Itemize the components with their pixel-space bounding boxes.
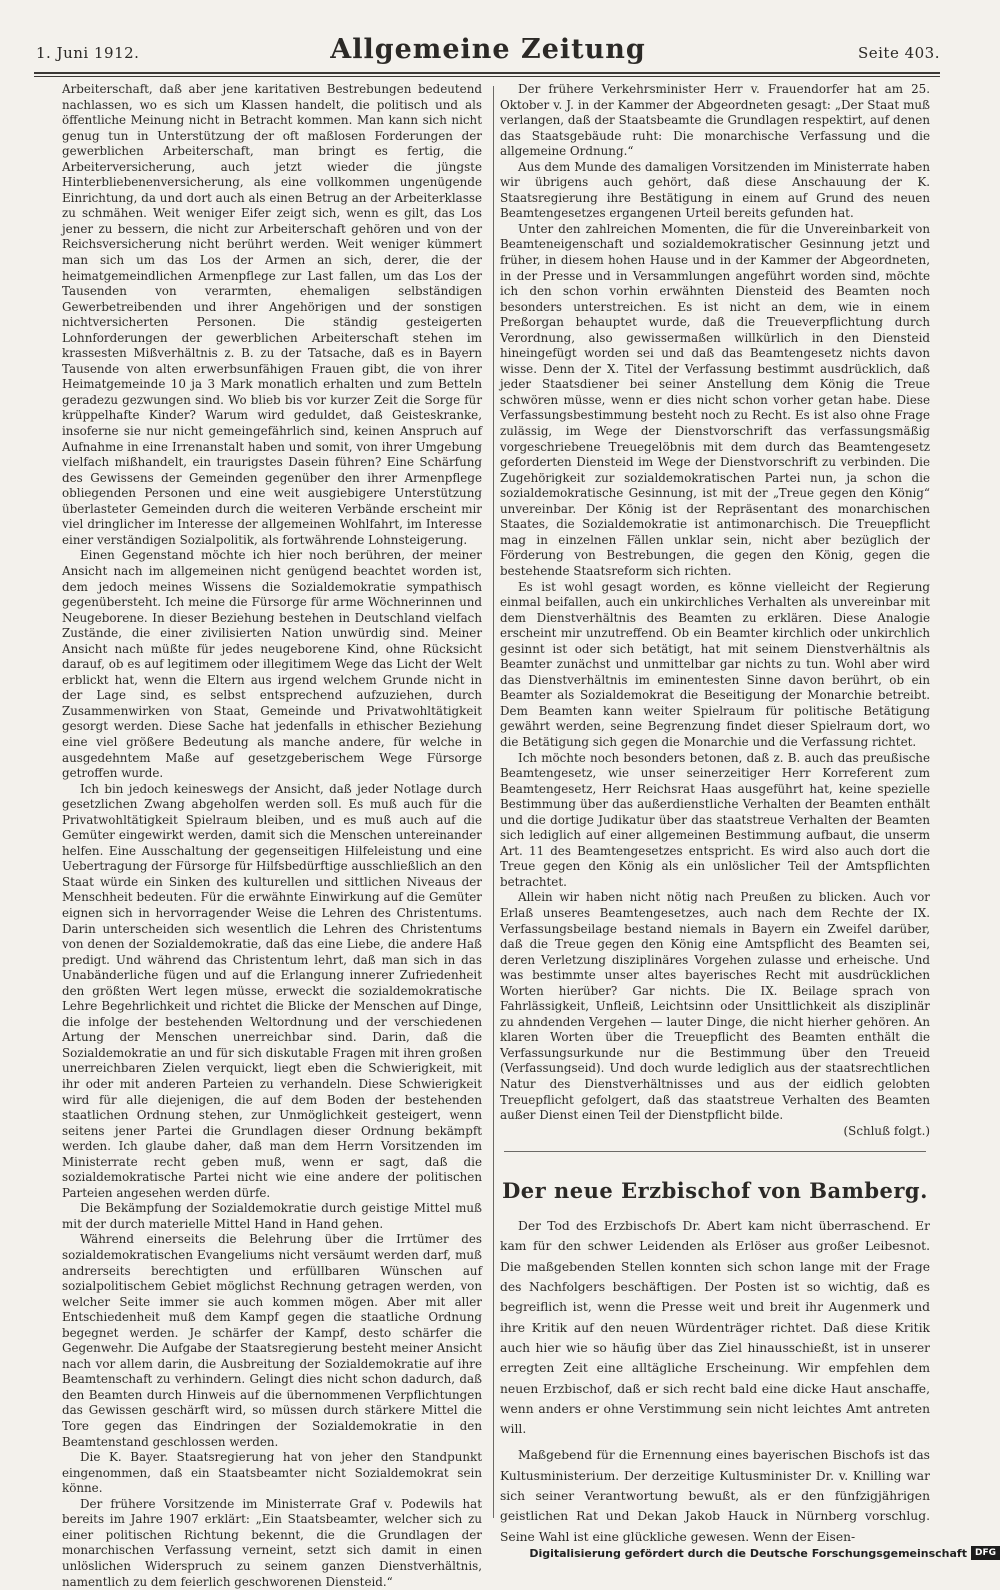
header-rule xyxy=(34,72,940,74)
paragraph: Der frühere Verkehrsminister Herr v. Frauendorfer hat am 25. Oktober v. J. in der Kammer der Abgeordneten gesagt: „Der Staat muß verlangen, daß der Staatsbeamte die Grundlagen respektirt, auf denen das Staatsgebäude ruht: Die monarchische Verfassung und die allgemeine Ordnung.“ xyxy=(500,82,930,159)
paragraph: Ich bin jedoch keineswegs der Ansicht, daß jeder Notlage durch gesetzlichen Zwang abgeholfen werden soll. Es muß auch für die Privatwohltätigkeit Spielraum bleiben, und es muß auch auf die Gemüter eingewirkt werden, damit sich die Menschen untereinander helfen. Eine Ausschaltung der gegenseitigen Hilfeleistung und eine Uebertragung der Fürsorge für Hilfsbedürftige ausschließlich an den Staat würde ein Sinken des kulturellen und sittlichen Niveaus der Menschheit bedeuten. Für die erwähnte Einwirkung auf die Gemüter eignen sich in hervorragender Weise die Lehren des Christentums. Darin unterscheiden sich wesentlich die Lehren des Christentums von denen der Sozialdemokratie, daß das eine Liebe, die andere Haß predigt. Und während das Christentum lehrt, daß man sich in das Unabänderliche fügen und auf die Erlangung innerer Zufriedenheit den größten Wert legen müsse, erweckt die sozialdemokratische Lehre Begehrlichkeit und richtet die Blicke der Menschen auf Dinge, die infolge der bestehenden Weltordnung und der verschiedenen Artung der Menschen unerreichbar sind. Darin, daß die Sozialdemokratie an und für sich diskutable Fragen mit ihren großen unerreichbaren Zielen verquickt, liegt eben die Schwierigkeit, mit ihr oder mit anderen Parteien zu verhandeln. Diese Schwierigkeit wird für alle diejenigen, die auf dem Boden der bestehenden staatlichen Ordnung stehen, zur Unmöglichkeit gesteigert, wenn seitens jener Partei die Grundlagen dieser Ordnung bekämpft werden. Ich glaube daher, daß man dem Herrn Vorsitzenden im Ministerrate recht geben muß, wenn er sagt, daß die sozialdemokratische Partei nicht wie eine andere der politischen Parteien angesehen werden dürfe. xyxy=(62,781,482,1200)
article-headline: Der neue Erzbischof von Bamberg. xyxy=(502,1178,928,1204)
paragraph: Unter den zahlreichen Momenten, die für die Unvereinbarkeit von Beamteneigenschaft und sozialdemokratischer Gesinnung jetzt und früher, in diesem hohen Hause und in der Kammer der Abgeordneten, in der Presse und in Versammlungen angeführt worden sind, möchte ich den schon vorhin erwähnten Diensteid des Beamten noch besonders unterstreichen. Es ist nicht an dem, wie in einem Preßorgan behauptet wurde, daß die Treueverpflichtung durch Verordnung, also gewissermaßen willkürlich in den Diensteid hineingefügt worden sei und daß das Beamtengesetz nichts davon wisse. Denn der X. Titel der Verfassung bestimmt ausdrücklich, daß jeder Staatsdiener bei seiner Anstellung dem König die Treue schwören müsse, wenn er dies nicht schon vorher getan habe. Diese Verfassungsbestimmung besteht noch zu Recht. Es ist also ohne Frage zulässig, im Wege der Dienstvorschrift das verfassungsmäßig vorgeschriebene Treuegelöbnis mit dem durch das Beamtengesetz geforderten Diensteid im Wege der Dienstvorschrift zu verbinden. Die Zugehörigkeit zur sozialdemokratischen Partei nun, ja schon die sozialdemokratische Gesinnung, ist mit der „Treue gegen den König“ unvereinbar. Der König ist der Repräsentant des monarchischen Staates, die Sozialdemokratie ist antimonarchisch. Die Treuepflicht mag in einzelnen Fällen unklar sein, nicht aber bezüglich der Förderung von Bestrebungen, die gegen den König, gegen die bestehende Staatsreform sich richten. xyxy=(500,221,930,578)
right-column xyxy=(500,82,930,1547)
paragraph: Ich möchte noch besonders betonen, daß z. B. auch das preußische Beamtengesetz, wie unser seinerzeitiger Herr Korreferent zum Beamtengesetz, Herr Reichsrat Haas ausgeführt hat, keine spezielle Bestimmung über das außerdienstliche Verhalten der Beamten enthält und die dortige Judikatur über das staatstreue Verhalten der Beamten sich lediglich auf einer allgemeinen Bestimmung aufbaut, die unserm Art. 11 des Beamtengesetzes entspricht. Es wird also auch dort die Treue gegen den König als ein unlöslicher Teil der Amtspflichten betrachtet. xyxy=(500,750,930,889)
paragraph: Aus dem Munde des damaligen Vorsitzenden im Ministerrate haben wir übrigens auch gehört, daß diese Anschauung der K. Staatsregierung ihre Bestätigung in einem auf Grund des neuen Beamtengesetzes ergangenen Urteil bereits gefunden hat. xyxy=(500,159,930,221)
column-divider xyxy=(493,86,494,1518)
to-be-continued: (Schluß folgt.) xyxy=(843,1123,930,1138)
left-column xyxy=(62,82,482,1590)
newspaper-title: Allgemeine Zeitung xyxy=(330,34,646,65)
paragraph: Während einerseits die Belehrung über die Irrtümer des sozialdemokratischen Evangeliums nicht versäumt werden darf, muß andrerseits berechtigten und erfüllbaren Wünschen auf sozialpolitischem Gebiet möglichst Rechnung getragen werden, von welcher Seite immer sie auch kommen mögen. Aber mit aller Entschiedenheit muß dem Kampf gegen die staatliche Ordnung begegnet werden. Je schärfer der Kampf, desto schärfer die Gegenwehr. Die Aufgabe der Staatsregierung besteht meiner Ansicht nach vor allem darin, die Ausbreitung der Sozialdemokratie auf ihre Beamtenschaft zu verhindern. Gelingt dies nicht schon dadurch, daß den Beamten durch Hinweis auf die übernommenen Verpflichtungen das Gewissen geschärft wird, so müssen durch stärkere Mittel die Tore gegen das Eindringen der Sozialdemokratie in den Beamtenstand geschlossen werden. xyxy=(62,1232,482,1449)
paragraph: Allein wir haben nicht nötig nach Preußen zu blicken. Auch vor Erlaß unseres Beamtengesetzes, auch nach dem Rechte der IX. Verfassungsbeilage bestand niemals in Bayern ein Zweifel darüber, daß die Treue gegen den König eine Amtspflicht des Beamten sei, deren Verletzung disziplinäres Vorgehen zulasse und erheische. Und was bestimmte unser altes bayerisches Recht mit ausdrücklichen Worten hierüber? Gar nichts. Die IX. Beilage sprach von Fahrlässigkeit, Unfleiß, Leichtsinn oder Unsittlichkeit als disziplinär zu ahndenden Vergehen — lauter Dinge, die nicht hierher gehören. An klaren Worten über die Treuepflicht des Beamten enthält die Verfassungsurkunde nur die Bestimmung über den Treueid (Verfassungseid). Und doch wurde lediglich aus der staatsrechtlichen Natur des Dienstverhältnisses und aus der eidlich gelobten Treuepflicht gefolgert, daß das staatstreue Verhalten des Beamten außer Dienst einen Teil der Dienstpflicht bilde. xyxy=(500,890,930,1123)
credit-text: Digitalisierung gefördert durch die Deutsche Forschungsgemeinschaft xyxy=(529,1546,967,1560)
paragraph: Der frühere Vorsitzende im Ministerrate Graf v. Podewils hat bereits im Jahre 1907 erklärt: „Ein Staatsbeamter, welcher sich zu einer politischen Richtung bekennt, die die Grundlagen der monarchischen Verfassung verneint, setzt sich damit in einen unlöslichen Widerspruch zu seinem ganzen Dienstverhältnis, namentlich zu dem feierlich geschworenen Diensteid.“ xyxy=(62,1496,482,1589)
header-rule-thin xyxy=(34,76,940,77)
paragraph: Die Bekämpfung der Sozialdemokratie durch geistige Mittel muß mit der durch materielle Mittel Hand in Hand gehen. xyxy=(62,1201,482,1231)
masthead xyxy=(36,36,940,72)
paragraph: Einen Gegenstand möchte ich hier noch berühren, der meiner Ansicht nach im allgemeinen nicht genügend beachtet worden ist, dem jedoch meines Wissens die Sozialdemokratie sympathisch gegenübersteht. Ich meine die Fürsorge für arme Wöchnerinnen und Neugeborene. In dieser Beziehung bestehen in Deutschland vielfach Zustände, die einer zivilisierten Nation unwürdig sind. Meiner Ansicht nach müßte für jedes neugeborene Kind, ohne Rücksicht darauf, ob es auf legitimem oder illegitimem Wege das Licht der Welt erblickt hat, wenn die Eltern aus irgend welchem Grunde nicht in der Lage sind, es selbst entsprechend aufzuziehen, durch Zusammenwirken von Staat, Gemeinde und Privatwohltätigkeit gesorgt werden. Diese Sache hat jedenfalls in ethischer Beziehung eine viel größere Bedeutung als manche andere, für welche in ausgedehntem Maße auf gesetzgeberischem Wege Fürsorge getroffen wurde. xyxy=(62,548,482,781)
paragraph: Maßgebend für die Ernennung eines bayerischen Bischofs ist das Kultusministerium. Der derzeitige Kultusminister Dr. v. Knilling war sich seiner Verantwortung bewußt, als er den fünfzigjährigen geistlichen Rat und Dekan Jakob Hauck in Nürnberg vorschlug. Seine Wahl ist eine glückliche gewesen. Wenn der Eisen- xyxy=(500,1448,930,1544)
digitization-credit xyxy=(529,1543,1000,1563)
paragraph: Die K. Bayer. Staatsregierung hat von jeher den Standpunkt eingenommen, daß ein Staatsbeamter nicht Sozialdemokrat sein könne. xyxy=(62,1450,482,1496)
paragraph: Arbeiterschaft, daß aber jene karitativen Bestrebungen bedeutend nachlassen, wo es sich um Klassen handelt, die politisch und als öffentliche Meinung nicht in Betracht kommen. Man kann sich nicht genug tun in Unterstützung der oft maßlosen Forderungen der gewerblichen Arbeiterschaft, man bringt es fertig, die Arbeiterversicherung, auch jetzt wieder die jüngste Hinterbliebenenversicherung, als eine vollkommen ungenügende Einrichtung, da und dort auch als einen Betrug an der Arbeiterklasse zu schmähen. Weit weniger Eifer zeigt sich, wenn es gilt, das Los jener zu bessern, die nicht zur Arbeiterschaft gehören und von der Reichsversicherung nicht berührt werden. Weit weniger kümmert man sich um das Los der Armen an sich, derer, die der heimatgemeindlichen Armenpflege zur Last fallen, um das Los der Tausenden von verarmten, ehemaligen selbständigen Gewerbetreibenden und ihrer Angehörigen und der sonstigen nichtversicherten Personen. Die ständig gesteigerten Lohnforderungen der gewerblichen Arbeiterschaft stehen im krassesten Mißverhältnis z. B. zu der Tatsache, daß es in Bayern Tausende von alten erwerbsunfähigen Frauen gibt, die von ihrer Heimatgemeinde 10 ja 3 Mark monatlich erhalten und zum Betteln geradezu gezwungen sind. Wo blieb bis vor kurzer Zeit die Sorge für krüppelhafte Kinder? Warum wird geduldet, daß Geisteskranke, insoferne sie nur nicht gemeingefährlich sind, keinen Anspruch auf Aufnahme in eine Irrenanstalt haben und somit, von ihrer Umgebung vielfach mißhandelt, ein traurigstes Dasein führen? Eine Schärfung des Gewissens der Gemeinden gegenüber den ihrer Armenpflege obliegenden Personen und eine weit ausgiebigere Unterstützung überlasteter Gemeinden durch die weiteren Verbände erscheint mir viel dringlicher im Interesse der allgemeinen Wohlfahrt, im Interesse einer verständigen Sozialpolitik, als fortwährende Lohnsteigerung. xyxy=(62,82,482,547)
article-separator xyxy=(504,1151,926,1152)
issue-date: 1. Juni 1912. xyxy=(36,44,140,62)
page-number: Seite 403. xyxy=(857,44,940,62)
dfg-logo-icon: DFG xyxy=(971,1546,1000,1560)
paragraph: Es ist wohl gesagt worden, es könne vielleicht der Regierung einmal beifallen, auch ein unkirchliches Verhalten als unvereinbar mit dem Dienstverhältnis des Beamten zu erklären. Diese Analogie erscheint mir unzutreffend. Ob ein Beamter kirchlich oder unkirchlich gesinnt ist oder sich betätigt, hat mit seinem Dienstverhältnis als Beamter zunächst und unmittelbar gar nichts zu tun. Wohl aber wird das Dienstverhältnis im eminentesten Sinne davon berührt, ob ein Beamter als Sozialdemokrat die Beseitigung der Monarchie betreibt. Dem Beamten kann weiter Spielraum für politische Betätigung gewährt werden, seine Begrenzung findet dieser Spielraum dort, wo die Betätigung sich gegen die Monarchie und die Verfassung richtet. xyxy=(500,579,930,749)
paragraph: Der Tod des Erzbischofs Dr. Abert kam nicht überraschend. Er kam für den schwer Leidenden als Erlöser aus großer Leibesnot. Die maßgebenden Stellen konnten sich schon lange mit der Frage des Nachfolgers beschäftigen. Der Posten ist so wichtig, daß es begreiflich ist, wenn die Presse weit und breit ihr Augenmerk und ihre Kritik auf den neuen Würdenträger richtet. Daß diese Kritik auch hier wie so häufig über das Ziel hinausschießt, ist in unserer erregten Zeit eine alltägliche Erscheinung. Wir empfehlen dem neuen Erzbischof, daß er sich recht bald eine dicke Haut anschaffe, wenn anders er ohne Verstimmung sein nicht leichtes Amt antreten will. xyxy=(500,1219,930,1437)
